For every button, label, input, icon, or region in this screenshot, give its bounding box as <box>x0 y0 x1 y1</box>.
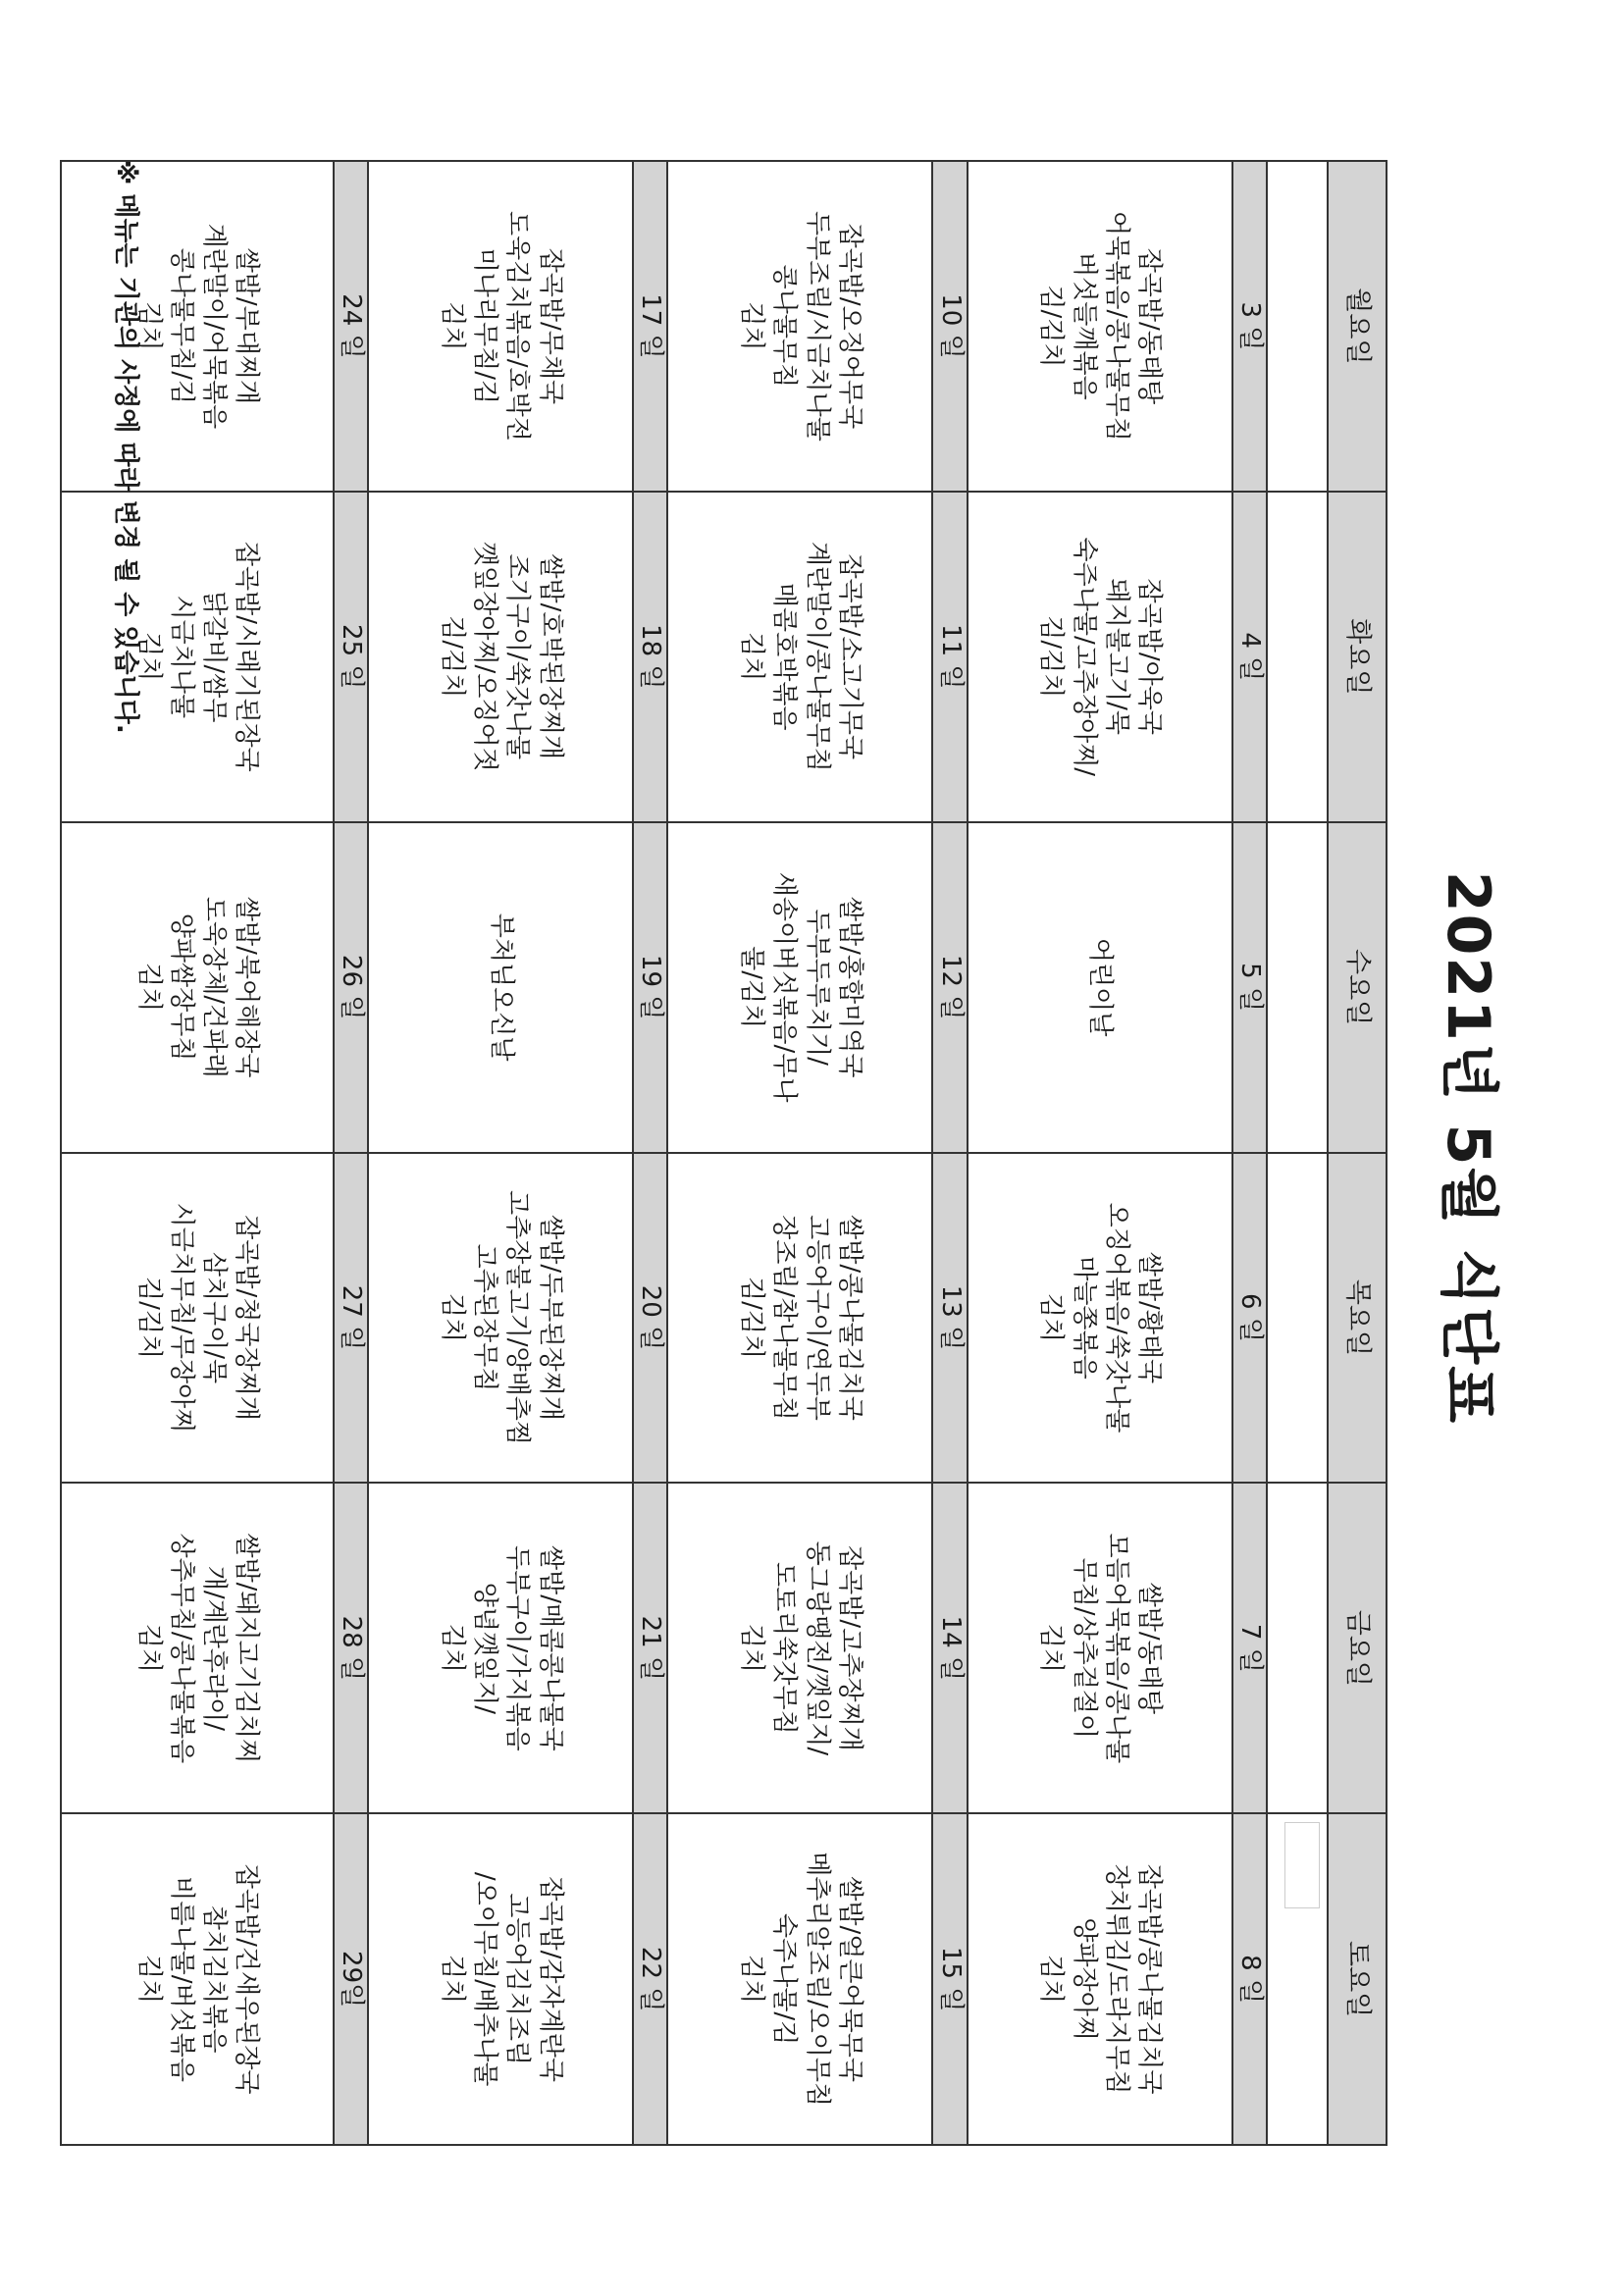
menu-line: 깻잎장아찌/오징어젓 <box>470 541 500 772</box>
menu-line: 잡곡밥/동태탕 <box>1134 247 1165 405</box>
menu-line: 김치 <box>1036 1623 1067 1673</box>
date-cell: 21 일 <box>633 1483 667 1813</box>
menu-line: 시금치무침/무장아찌 <box>166 1202 196 1434</box>
meal-cell <box>968 161 1232 492</box>
blank-cell <box>1267 1153 1328 1484</box>
date-cell: 11 일 <box>932 492 967 822</box>
menu-line: 물/김치 <box>737 946 767 1029</box>
menu-line: 김치 <box>737 632 767 682</box>
date-cell: 15 일 <box>932 1813 967 2145</box>
menu-line: 계란말이/어묵볶음 <box>199 223 230 430</box>
weekday-header: 화요일 <box>1328 492 1387 822</box>
meal-row <box>61 161 334 2145</box>
meal-row <box>667 161 932 2145</box>
menu-line: 비름나물/버섯볶음 <box>166 1876 196 2082</box>
menu-line: 잡곡밥/콩나물김치국 <box>1134 1863 1165 2095</box>
menu-line: 어린이날 <box>1085 937 1116 1037</box>
menu-line: 조기구이/쑥갓나물 <box>502 553 533 760</box>
meal-cell <box>968 822 1232 1153</box>
blank-cell <box>1267 161 1328 492</box>
menu-line: 김치 <box>133 632 164 682</box>
menu-line: 고등어김치조림 <box>502 1893 533 2066</box>
date-row <box>932 161 967 2145</box>
meal-cell <box>667 1483 932 1813</box>
menu-line: 김치 <box>133 1955 164 2005</box>
menu-line: 김치 <box>133 963 164 1013</box>
meal-cell <box>968 492 1232 822</box>
menu-line: 쌀밥/두부된장찌개 <box>535 1215 565 1421</box>
date-cell: 10 일 <box>932 161 967 492</box>
menu-line: 두부구이/가지볶음 <box>502 1545 533 1751</box>
meal-cell <box>61 492 334 822</box>
menu-line: 장치튀김/도라지무침 <box>1102 1863 1131 2095</box>
menu-line: 양파쌈장무침 <box>166 913 196 1062</box>
meal-cell <box>61 822 334 1153</box>
menu-line: 메추리알조림/오이무침 <box>802 1852 832 2108</box>
menu-line: 잡곡밥/아욱국 <box>1134 578 1165 736</box>
meal-cell <box>667 822 932 1153</box>
meal-cell <box>667 492 932 822</box>
meal-cell <box>667 161 932 492</box>
menu-line: 도토리쑥갓무침 <box>769 1561 800 1735</box>
menu-line: 김치 <box>737 301 767 351</box>
meal-cell <box>61 1483 334 1813</box>
menu-line: 미나리무침/김 <box>470 247 500 405</box>
menu-line: 잡곡밥/무채국 <box>535 247 565 405</box>
menu-line: 김치 <box>1036 1955 1067 2005</box>
weekday-header: 월요일 <box>1328 161 1387 492</box>
date-cell: 28 일 <box>334 1483 368 1813</box>
menu-line: 콩나물무침 <box>769 264 800 389</box>
menu-line: 어묵볶음/콩나물무침 <box>1102 211 1131 442</box>
date-cell: 22 일 <box>633 1813 667 2145</box>
menu-line: 부처님오신날 <box>486 913 516 1062</box>
meal-cell <box>368 161 633 492</box>
date-cell: 29일 <box>334 1813 368 2145</box>
menu-line: 상추무침/콩나물볶음 <box>166 1533 196 1764</box>
weeks-body <box>61 161 1267 2145</box>
menu-line: 돼지불고기/묵 <box>1102 578 1131 736</box>
date-cell: 18 일 <box>633 492 667 822</box>
menu-line: 잡곡밥/시래기된장국 <box>232 541 262 772</box>
meal-cell <box>667 1813 932 2145</box>
menu-line: 양념깻잎지/ <box>470 1582 500 1715</box>
menu-line: 양파장아찌 <box>1069 1917 1099 2041</box>
date-cell: 26 일 <box>334 822 368 1153</box>
menu-line: 두부두루치기/ <box>802 909 832 1066</box>
menu-line: 닭갈비/쌈무 <box>199 591 230 723</box>
weekday-header: 수요일 <box>1328 822 1387 1153</box>
menu-line: 고추장불고기/양배추찜 <box>502 1190 533 1445</box>
date-cell: 6 일 <box>1232 1153 1267 1484</box>
menu-line: 오징어볶음/쑥갓나물 <box>1102 1202 1131 1434</box>
meal-row <box>968 161 1232 2145</box>
menu-line: 쌀밥/북어해장국 <box>232 896 262 1078</box>
menu-line: 모듬어묵볶음/콩나물 <box>1102 1533 1131 1764</box>
menu-line: 잡곡밥/청국장찌개 <box>232 1215 262 1421</box>
menu-line: 쌀밥/동태탕 <box>1134 1582 1165 1715</box>
menu-line: 쌀밥/매콤콩나물국 <box>535 1545 565 1751</box>
menu-table <box>60 160 1387 2146</box>
date-cell: 24 일 <box>334 161 368 492</box>
meal-cell <box>667 1153 932 1484</box>
menu-line: /오이무침/배추나물 <box>470 1871 500 2087</box>
menu-line: 쌀밥/콩나물김치국 <box>835 1215 864 1421</box>
date-cell: 5 일 <box>1232 822 1267 1153</box>
menu-line: 숙주나물/김 <box>769 1912 800 2046</box>
menu-line: 김/김치 <box>1036 615 1067 699</box>
meal-cell <box>368 1813 633 2145</box>
menu-line: 김치 <box>437 1292 467 1343</box>
weekday-header: 목요일 <box>1328 1153 1387 1484</box>
meal-cell <box>968 1483 1232 1813</box>
date-row <box>1232 161 1267 2145</box>
menu-line: 고등어구이/연두부 <box>802 1215 832 1421</box>
menu-line: 김/김치 <box>133 1276 164 1360</box>
menu-line: 쌀밥/호박된장찌개 <box>535 553 565 760</box>
menu-line: 개/계란후라이/ <box>199 1565 230 1731</box>
menu-line: 도욱장체/건파래 <box>199 896 230 1078</box>
menu-line: 잡곡밥/건새우된장국 <box>232 1863 262 2095</box>
date-cell: 25 일 <box>334 492 368 822</box>
date-cell: 3 일 <box>1232 161 1267 492</box>
footnote: ※ 메뉴는 기관의 사정에 따라 변경 될 수 있습니다. <box>111 160 140 734</box>
menu-line: 쌀밥/얼큰어묵무국 <box>835 1876 864 2082</box>
blank-cell <box>1267 822 1328 1153</box>
weekday-header: 토요일 <box>1328 1813 1387 2145</box>
menu-line: 매콤호박볶음 <box>769 582 800 731</box>
menu-line: 버섯들깨볶음 <box>1069 252 1099 400</box>
date-row <box>633 161 667 2145</box>
menu-line: 계란말이/콩나물무침 <box>802 541 832 772</box>
menu-line: 새송이버섯볶음/무나 <box>769 871 800 1103</box>
meal-cell <box>61 161 334 492</box>
meal-cell <box>61 1813 334 2145</box>
menu-line: 쌀밥/홍합미역국 <box>835 896 864 1078</box>
menu-line: 김치 <box>737 1955 767 2005</box>
meal-cell <box>368 492 633 822</box>
menu-line: 삼치구이/묵 <box>199 1251 230 1384</box>
date-cell: 17 일 <box>633 161 667 492</box>
menu-line: 김치 <box>737 1623 767 1673</box>
date-cell: 13 일 <box>932 1153 967 1484</box>
menu-line: 참치김치볶음 <box>199 1905 230 2054</box>
menu-line: 도욱김치볶음/호박전 <box>502 211 533 442</box>
menu-line: 쌀밥/부대찌개 <box>232 247 262 405</box>
date-cell: 12 일 <box>932 822 967 1153</box>
menu-line: 콩나물무침/김 <box>166 247 196 405</box>
menu-line: 고추된장무침 <box>470 1243 500 1392</box>
menu-line: 김치 <box>437 1623 467 1673</box>
menu-line: 잡곡밥/소고기무국 <box>835 553 864 760</box>
blank-cell <box>1267 1813 1328 2145</box>
menu-line: 김/김치 <box>1036 285 1067 368</box>
menu-line: 김/김치 <box>437 615 467 699</box>
meal-cell <box>368 1153 633 1484</box>
redaction-box <box>1284 1822 1320 1908</box>
menu-line: 김치 <box>437 1955 467 2005</box>
menu-line: 쌀밥/돼지고기김치찌 <box>232 1533 262 1764</box>
meal-row <box>368 161 633 2145</box>
menu-line: 동그랑땡전/깻잎지/ <box>802 1540 832 1756</box>
meal-cell <box>368 1483 633 1813</box>
date-cell: 7 일 <box>1232 1483 1267 1813</box>
date-row <box>334 161 368 2145</box>
menu-line: 두부조림/시금치나물 <box>802 211 832 442</box>
menu-line: 김치 <box>133 1623 164 1673</box>
page-title: 2021년 5월 식단표 <box>1434 870 1502 1426</box>
menu-line: 잡곡밥/감자계란국 <box>535 1876 565 2082</box>
blank-row <box>1267 161 1328 2145</box>
menu-line: 쌀밥/황태국 <box>1134 1251 1165 1384</box>
meal-cell <box>61 1153 334 1484</box>
menu-line: 시금치나물 <box>166 595 196 719</box>
weekday-header: 금요일 <box>1328 1483 1387 1813</box>
date-cell: 14 일 <box>932 1483 967 1813</box>
menu-line: 잡곡밥/오징어무국 <box>835 223 864 430</box>
date-cell: 4 일 <box>1232 492 1267 822</box>
meal-cell <box>968 1153 1232 1484</box>
meal-cell <box>968 1813 1232 2145</box>
date-cell: 8 일 <box>1232 1813 1267 2145</box>
menu-line: 잡곡밥/고추장찌개 <box>835 1545 864 1751</box>
date-cell: 27 일 <box>334 1153 368 1484</box>
menu-line: 김치 <box>1036 1292 1067 1343</box>
menu-line: 장조림/참나물무침 <box>769 1215 800 1421</box>
date-cell: 19 일 <box>633 822 667 1153</box>
menu-line: 김/김치 <box>737 1276 767 1360</box>
blank-cell <box>1267 1483 1328 1813</box>
menu-line: 김치 <box>437 301 467 351</box>
weekday-header-row <box>1328 161 1387 2145</box>
blank-cell <box>1267 492 1328 822</box>
menu-line: 숙주나물/고추장아찌/ <box>1069 537 1099 777</box>
meal-cell <box>368 822 633 1153</box>
menu-line: 김치 <box>133 301 164 351</box>
date-cell: 20 일 <box>633 1153 667 1484</box>
menu-line: 무침/상추겉절이 <box>1069 1557 1099 1740</box>
menu-line: 마늘쫑볶음 <box>1069 1256 1099 1380</box>
